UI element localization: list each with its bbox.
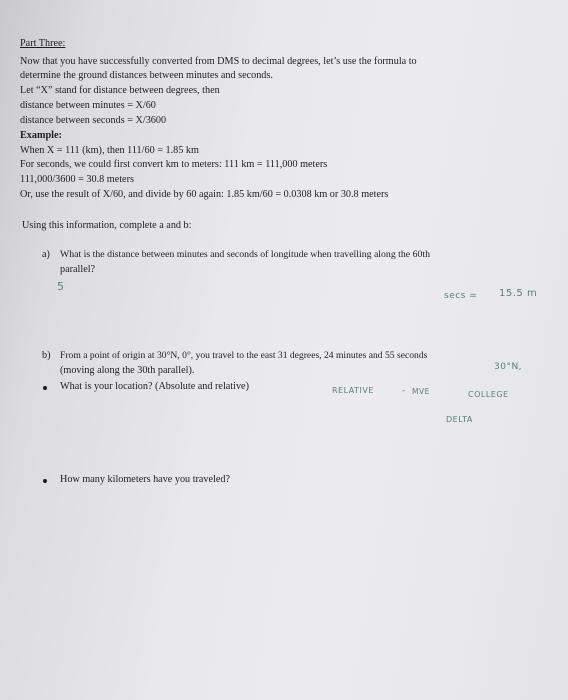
handwritten-place: MVE xyxy=(412,387,430,396)
example-line-1: When X = 111 (km), then 111/60 = 1.85 km xyxy=(20,145,199,156)
handwritten-a-mark: 5 xyxy=(57,280,65,293)
bullet-kilometers xyxy=(43,479,47,483)
intro-line-4: distance between minutes = X/60 xyxy=(20,100,156,111)
handwritten-secs-value: 15.5 m xyxy=(499,288,538,299)
intro-line-1: Now that you have successfully converted from DMS to decimal degrees, let’s use the formula to xyxy=(20,56,417,67)
question-b-marker: b) xyxy=(42,350,51,361)
example-line-3: 111,000/3600 = 30.8 meters xyxy=(20,174,134,185)
example-line-2: For seconds, we could first convert km to meters: 111 km = 111,000 meters xyxy=(20,159,328,170)
intro-line-5: distance between seconds = X/3600 xyxy=(20,115,167,126)
question-b-line-1: From a point of origin at 30°N, 0°, you travel to the east 31 degrees, 24 minutes and 55 seconds xyxy=(60,350,428,361)
question-b-line-2: (moving along the 30th parallel). xyxy=(60,365,195,376)
part-title: Part Three: xyxy=(20,38,66,49)
handwritten-dash: - xyxy=(402,386,406,396)
handwritten-delta: DELTA xyxy=(446,415,473,424)
intro-line-3: Let “X” stand for distance between degrees, then xyxy=(20,85,220,96)
handwritten-secs-label: secs = xyxy=(444,291,478,301)
bullet-location xyxy=(43,386,47,390)
question-b-bullet-1: What is your location? (Absolute and relative) xyxy=(60,381,249,392)
instructions: Using this information, complete a and b: xyxy=(22,220,192,231)
question-a-line-2: parallel? xyxy=(60,264,96,275)
intro-line-2: determine the ground distances between minutes and seconds. xyxy=(20,70,273,81)
handwritten-college: COLLEGE xyxy=(468,390,509,399)
question-b-bullet-2: How many kilometers have you traveled? xyxy=(60,474,231,485)
handwritten-relative: RELATIVE xyxy=(332,386,374,395)
example-heading: Example: xyxy=(20,130,62,141)
question-a-line-1: What is the distance between minutes and seconds of longitude when travelling along the 60th xyxy=(60,249,431,260)
question-a-marker: a) xyxy=(42,249,50,260)
handwritten-latitude: 30°N, xyxy=(494,362,523,372)
example-line-4: Or, use the result of X/60, and divide by 60 again: 1.85 km/60 = 0.0308 km or 30.8 meters xyxy=(20,189,389,200)
